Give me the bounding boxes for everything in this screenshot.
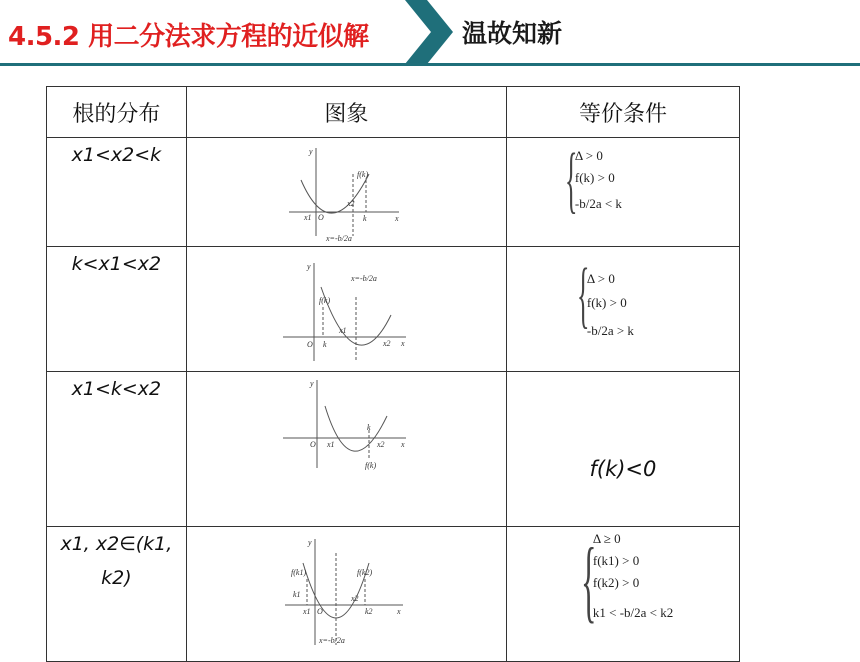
graph-cell (186, 372, 506, 527)
condition-line: k1 < -b/2a < k2 (592, 605, 674, 620)
table-row (47, 527, 740, 662)
distribution-text: k2) (101, 567, 132, 589)
graph-label: y (309, 147, 313, 156)
graph-label: x=-b/2a (351, 274, 378, 283)
column-header-condition: 等价条件 (506, 87, 739, 138)
graph-label: x (401, 339, 405, 348)
parabola-graph (281, 257, 411, 367)
graph-label: O (318, 213, 325, 222)
graph-label: x2 (351, 594, 359, 603)
distribution-cell (47, 138, 187, 247)
page-title: 4.5.2 用二分法求方程的近似解 (8, 22, 369, 52)
graph-label: x2 (383, 339, 391, 348)
graph-label: O (317, 607, 324, 616)
distribution-text: x1<k<x2 (71, 378, 162, 400)
graph-label: f(k1) (291, 568, 307, 577)
graph-label: x2 (377, 440, 385, 449)
header-divider (0, 63, 860, 66)
distribution-cell (47, 372, 187, 527)
section-subtitle: 温故知新 (462, 19, 563, 48)
graph-label: x=-b/2a (319, 636, 346, 645)
graph-label: f(k) (319, 296, 331, 305)
root-distribution-table (46, 86, 740, 662)
distribution-cell (47, 247, 187, 372)
chevron-right-icon (405, 0, 455, 64)
column-header-distribution: 根的分布 (47, 87, 187, 138)
graph-label: x1 (327, 440, 335, 449)
parabola-graph (281, 144, 411, 244)
graph-cell (186, 247, 506, 372)
table-row (47, 138, 740, 247)
distribution-cell (47, 527, 187, 662)
condition-line: Δ ≥ 0 (592, 531, 621, 546)
condition-line: f(k) > 0 (586, 295, 627, 310)
graph-label: k1 (293, 590, 301, 599)
graph-label: f(k2) (357, 568, 373, 577)
condition-line: Δ > 0 (574, 148, 603, 163)
condition-cell: { Δ > 0 f(k) > 0 -b/2a < k (506, 138, 739, 247)
condition-cell (506, 372, 739, 527)
table-row (47, 372, 740, 527)
graph-label: k (363, 214, 367, 223)
condition-line: f(k2) > 0 (592, 575, 640, 590)
condition-cell: { Δ ≥ 0 f(k1) > 0 f(k2) > 0 k1 < -b/2a < k2 (506, 527, 739, 662)
distribution-text: k<x1<x2 (71, 253, 162, 275)
graph-label: k (367, 423, 371, 432)
graph-label: f(k) (365, 461, 377, 470)
condition-line: f(k1) > 0 (592, 553, 640, 568)
graph-label: x1 (339, 326, 347, 335)
condition-text: f(k)<0 (589, 457, 657, 481)
graph-label: x (395, 214, 399, 223)
column-header-graph: 图象 (186, 87, 506, 138)
condition-cell: { Δ > 0 f(k) > 0 -b/2a > k (506, 247, 739, 372)
graph-label: x (397, 607, 401, 616)
table-header-row (47, 87, 740, 138)
graph-cell (186, 527, 506, 662)
graph-label: x1 (303, 607, 311, 616)
graph-label: k (323, 340, 327, 349)
graph-label: x2 (347, 199, 355, 208)
graph-label: x=-b/2a (326, 234, 353, 243)
table-row (47, 247, 740, 372)
graph-label: O (310, 440, 317, 449)
distribution-text: x1, x2∈(k1, (60, 533, 173, 555)
graph-label: y (308, 538, 312, 547)
distribution-text: x1<x2<k (71, 144, 162, 166)
condition-line: f(k) > 0 (574, 170, 615, 185)
graph-label: y (307, 262, 311, 271)
graph-label: k2 (365, 607, 373, 616)
parabola-graph (281, 376, 411, 476)
graph-label: x1 (304, 213, 312, 222)
graph-label: x (401, 440, 405, 449)
graph-label: f(k) (357, 170, 369, 179)
parabola-graph (281, 533, 411, 653)
graph-label: y (310, 379, 314, 388)
condition-line: -b/2a > k (586, 323, 634, 338)
condition-line: -b/2a < k (574, 196, 622, 211)
graph-cell (186, 138, 506, 247)
condition-line: Δ > 0 (586, 271, 615, 286)
graph-label: O (307, 340, 314, 349)
